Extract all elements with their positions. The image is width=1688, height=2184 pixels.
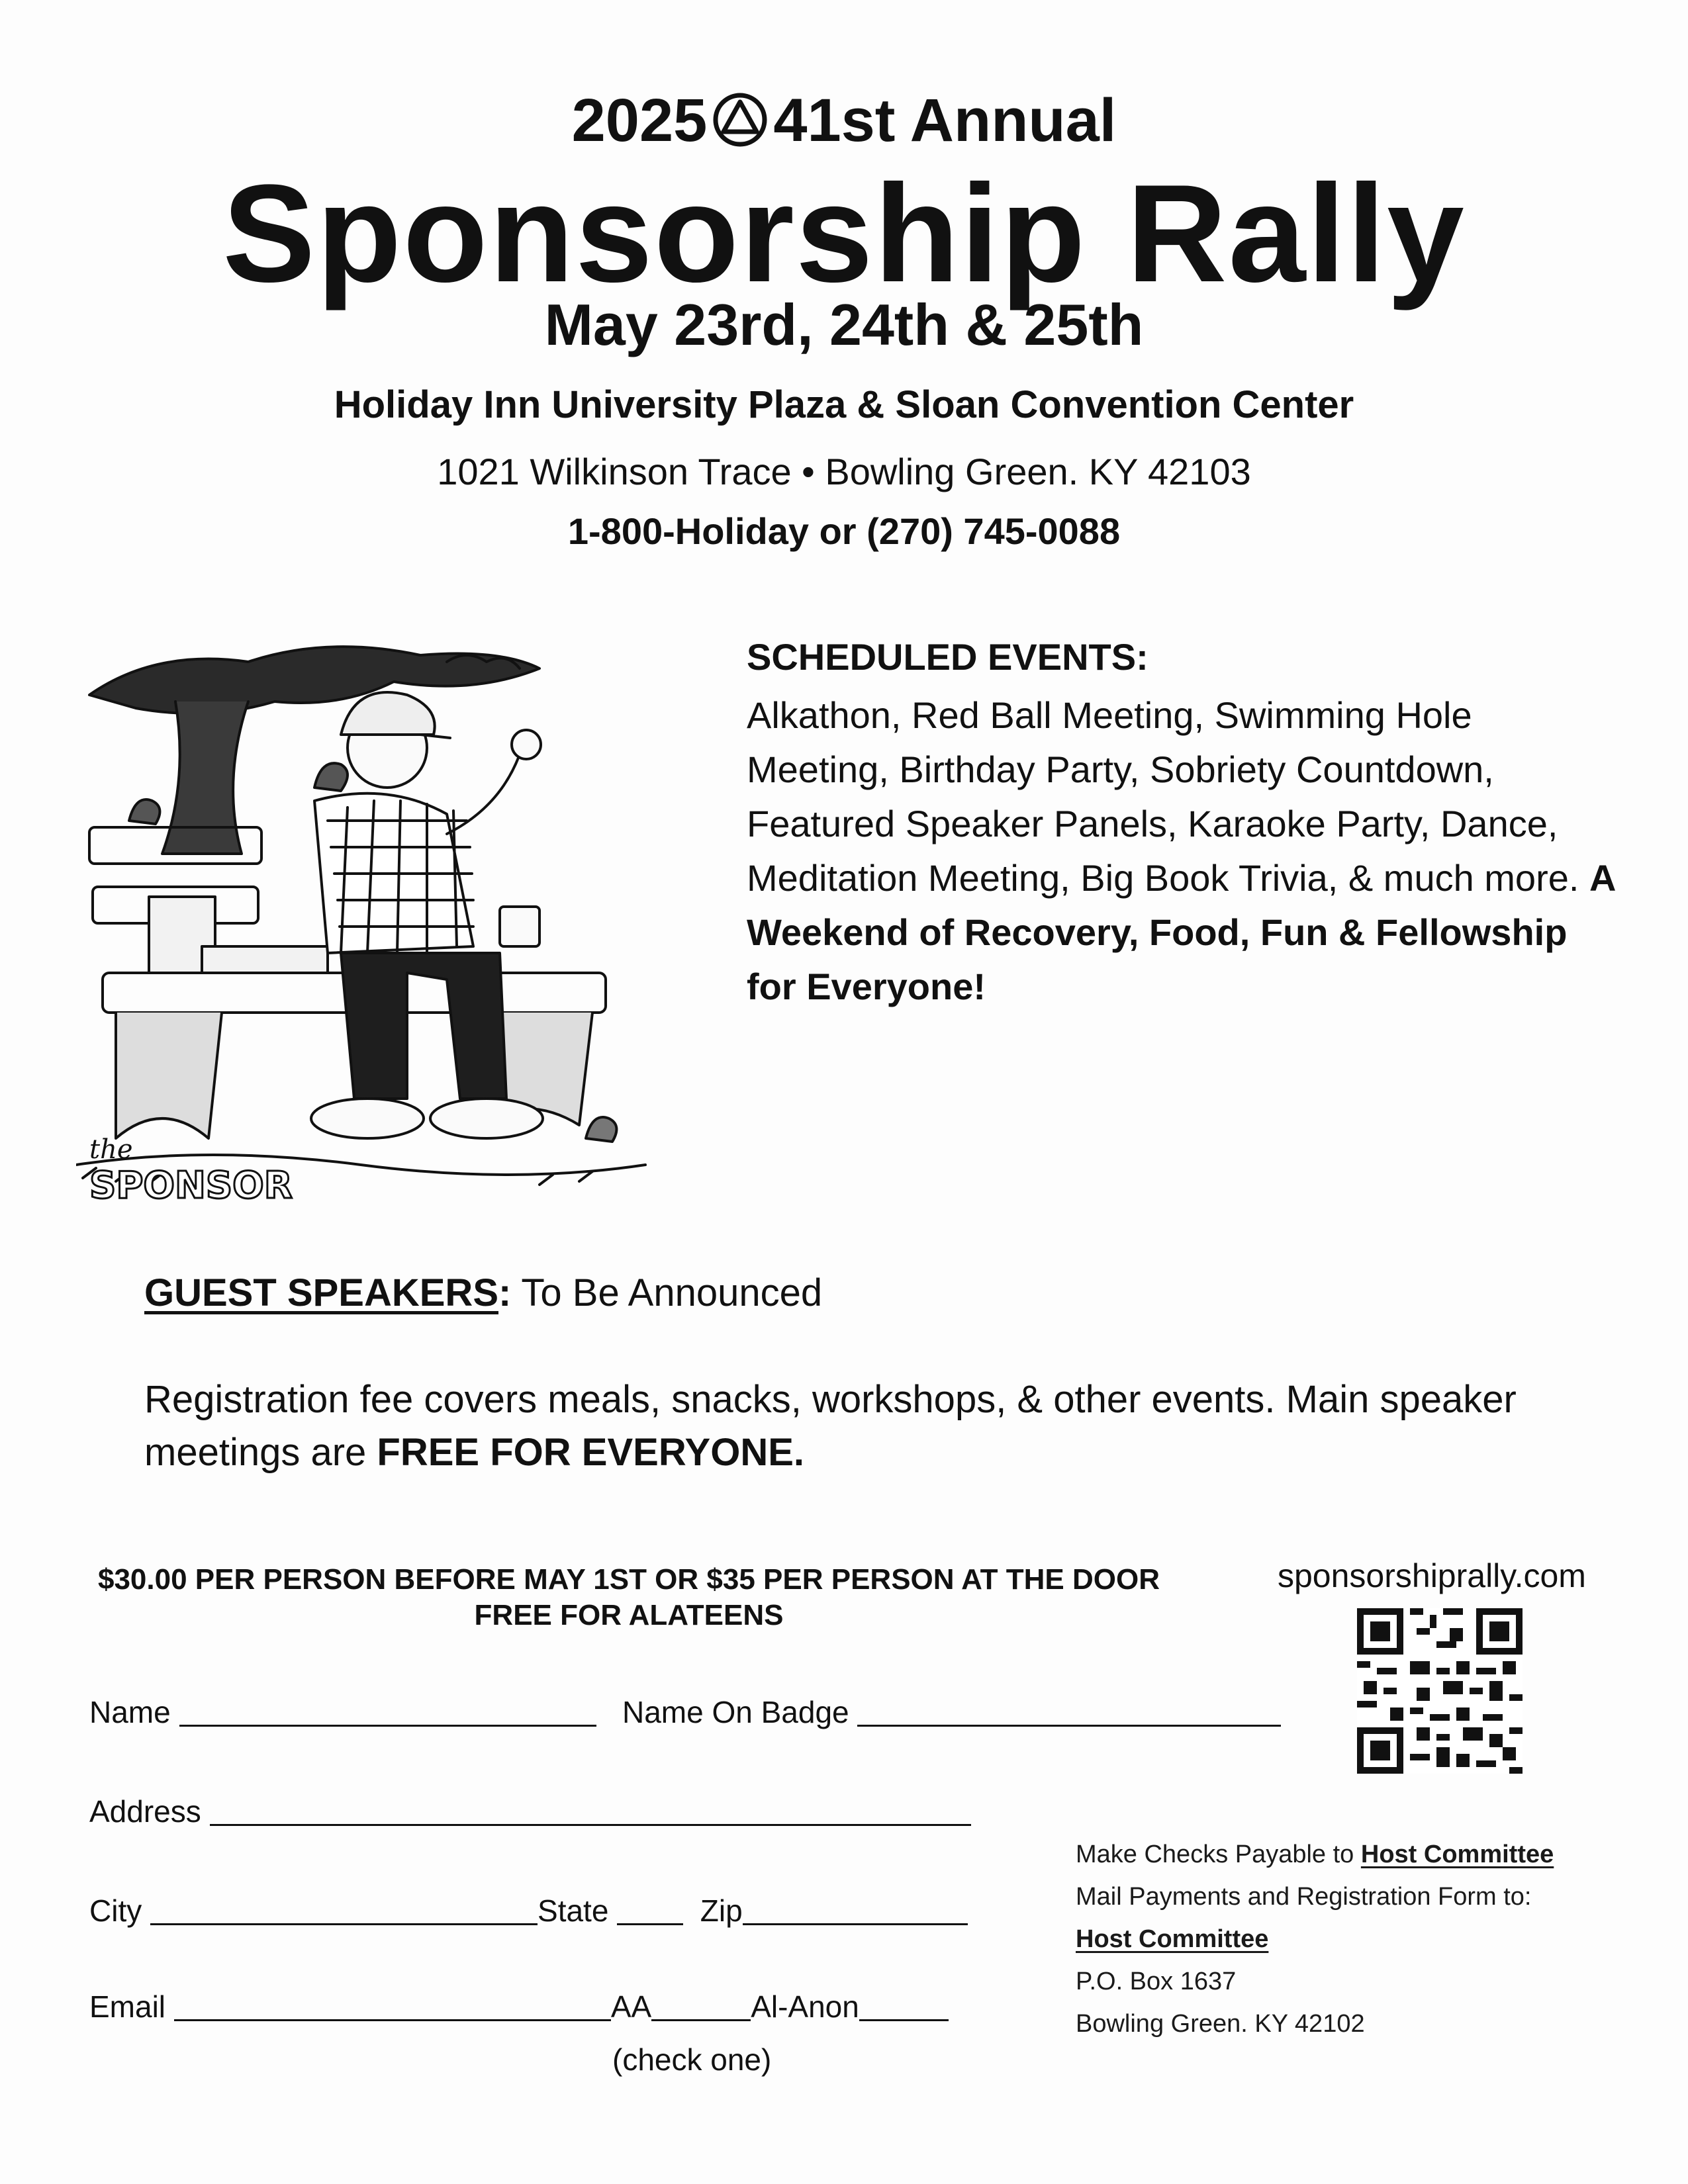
website-link[interactable]: sponsorshiprally.com — [1278, 1557, 1586, 1594]
check-one-note: (check one) — [612, 2042, 772, 2077]
mail-city: Bowling Green. KY 42102 — [1076, 2010, 1365, 2038]
pricing-line-1: $30.00 PER PERSON BEFORE MAY 1ST OR $35 PER PERSON AT THE DOOR — [97, 1563, 1160, 1596]
guest-speakers — [144, 1271, 822, 1315]
year-line — [0, 86, 1688, 162]
sponsor-illustration — [76, 635, 652, 1218]
venue-address: 1021 Wilkinson Trace • Bowling Green. KY 42103 — [437, 451, 1251, 492]
payment-instructions — [1076, 1833, 1554, 2045]
city-state-zip-row — [89, 1893, 968, 1929]
city-line[interactable] — [150, 1897, 538, 1925]
pricing-line-2: FREE FOR ALATEENS — [474, 1599, 784, 1631]
address-label: Address — [89, 1794, 201, 1829]
guest-speakers-colon: : — [498, 1271, 512, 1314]
email-row — [89, 1989, 949, 2025]
email-line[interactable] — [174, 1993, 611, 2021]
badge-field[interactable] — [622, 1694, 1281, 1730]
zip-line[interactable] — [743, 1897, 968, 1925]
event-dates: May 23rd, 24th & 25th — [544, 292, 1144, 357]
mail-recipient: Host Committee — [1076, 1925, 1269, 1953]
year-text: 2025 — [571, 87, 708, 154]
name-label: Name — [89, 1695, 171, 1729]
events-tagline: A Weekend of Recovery, Food, Fun & Fellowship for Everyone! — [747, 857, 1615, 1007]
pricing-block — [79, 1562, 1178, 1633]
checks-line — [1076, 1833, 1554, 1876]
name-line[interactable] — [179, 1698, 596, 1727]
sponsor-cartoon-icon — [76, 635, 652, 1218]
aa-logo-icon — [712, 92, 768, 162]
address-line[interactable] — [210, 1797, 971, 1826]
registration-note — [144, 1373, 1601, 1479]
badge-label: Name On Badge — [622, 1695, 849, 1729]
events-list: Alkathon, Red Ball Meeting, Swimming Hole Meeting, Birthday Party, Sobriety Countdown, Featured Speaker Panels, Karaoke Party, Dance, Meditation Meeting, Big Book Trivia, & much more. — [747, 694, 1579, 899]
state-label: State — [538, 1893, 609, 1928]
address-field[interactable] — [89, 1794, 971, 1829]
guest-speakers-value: To Be Announced — [521, 1271, 823, 1314]
annual-text: 41st Annual — [773, 87, 1117, 154]
name-field[interactable] — [89, 1694, 596, 1730]
guest-speakers-label: GUEST SPEAKERS — [144, 1271, 498, 1314]
events-heading: SCHEDULED EVENTS: — [747, 636, 1149, 678]
aa-label: AA — [610, 1989, 652, 2024]
alanon-check-line[interactable] — [859, 1993, 949, 2021]
badge-line[interactable] — [857, 1698, 1281, 1727]
caption-the: the — [89, 1134, 133, 1165]
alanon-label: Al-Anon — [751, 1989, 859, 2024]
checks-payee: Host Committee — [1360, 1841, 1554, 1868]
checks-prefix: Make Checks Payable to — [1076, 1841, 1354, 1868]
aa-check-line[interactable] — [651, 1993, 751, 2021]
qr-code-icon[interactable] — [1357, 1608, 1523, 1774]
city-label: City — [89, 1893, 142, 1928]
zip-label: Zip — [700, 1893, 743, 1928]
venue-name: Holiday Inn University Plaza & Sloan Convention Center — [334, 383, 1354, 426]
registration-text: Registration fee covers meals, snacks, workshops, & other events. Main speaker meetings are — [144, 1378, 1517, 1474]
registration-free: FREE FOR EVERYONE. — [377, 1431, 805, 1474]
venue-phone: 1-800-Holiday or (270) 745-0088 — [567, 510, 1121, 552]
mail-line: Mail Payments and Registration Form to: — [1076, 1883, 1532, 1911]
po-box: P.O. Box 1637 — [1076, 1968, 1237, 1995]
page-title: Sponsorship Rally — [222, 156, 1466, 311]
email-label: Email — [89, 1989, 166, 2024]
state-line[interactable] — [617, 1897, 683, 1925]
events-body — [747, 688, 1620, 1014]
caption-sponsor: SPONSOR — [89, 1164, 293, 1207]
